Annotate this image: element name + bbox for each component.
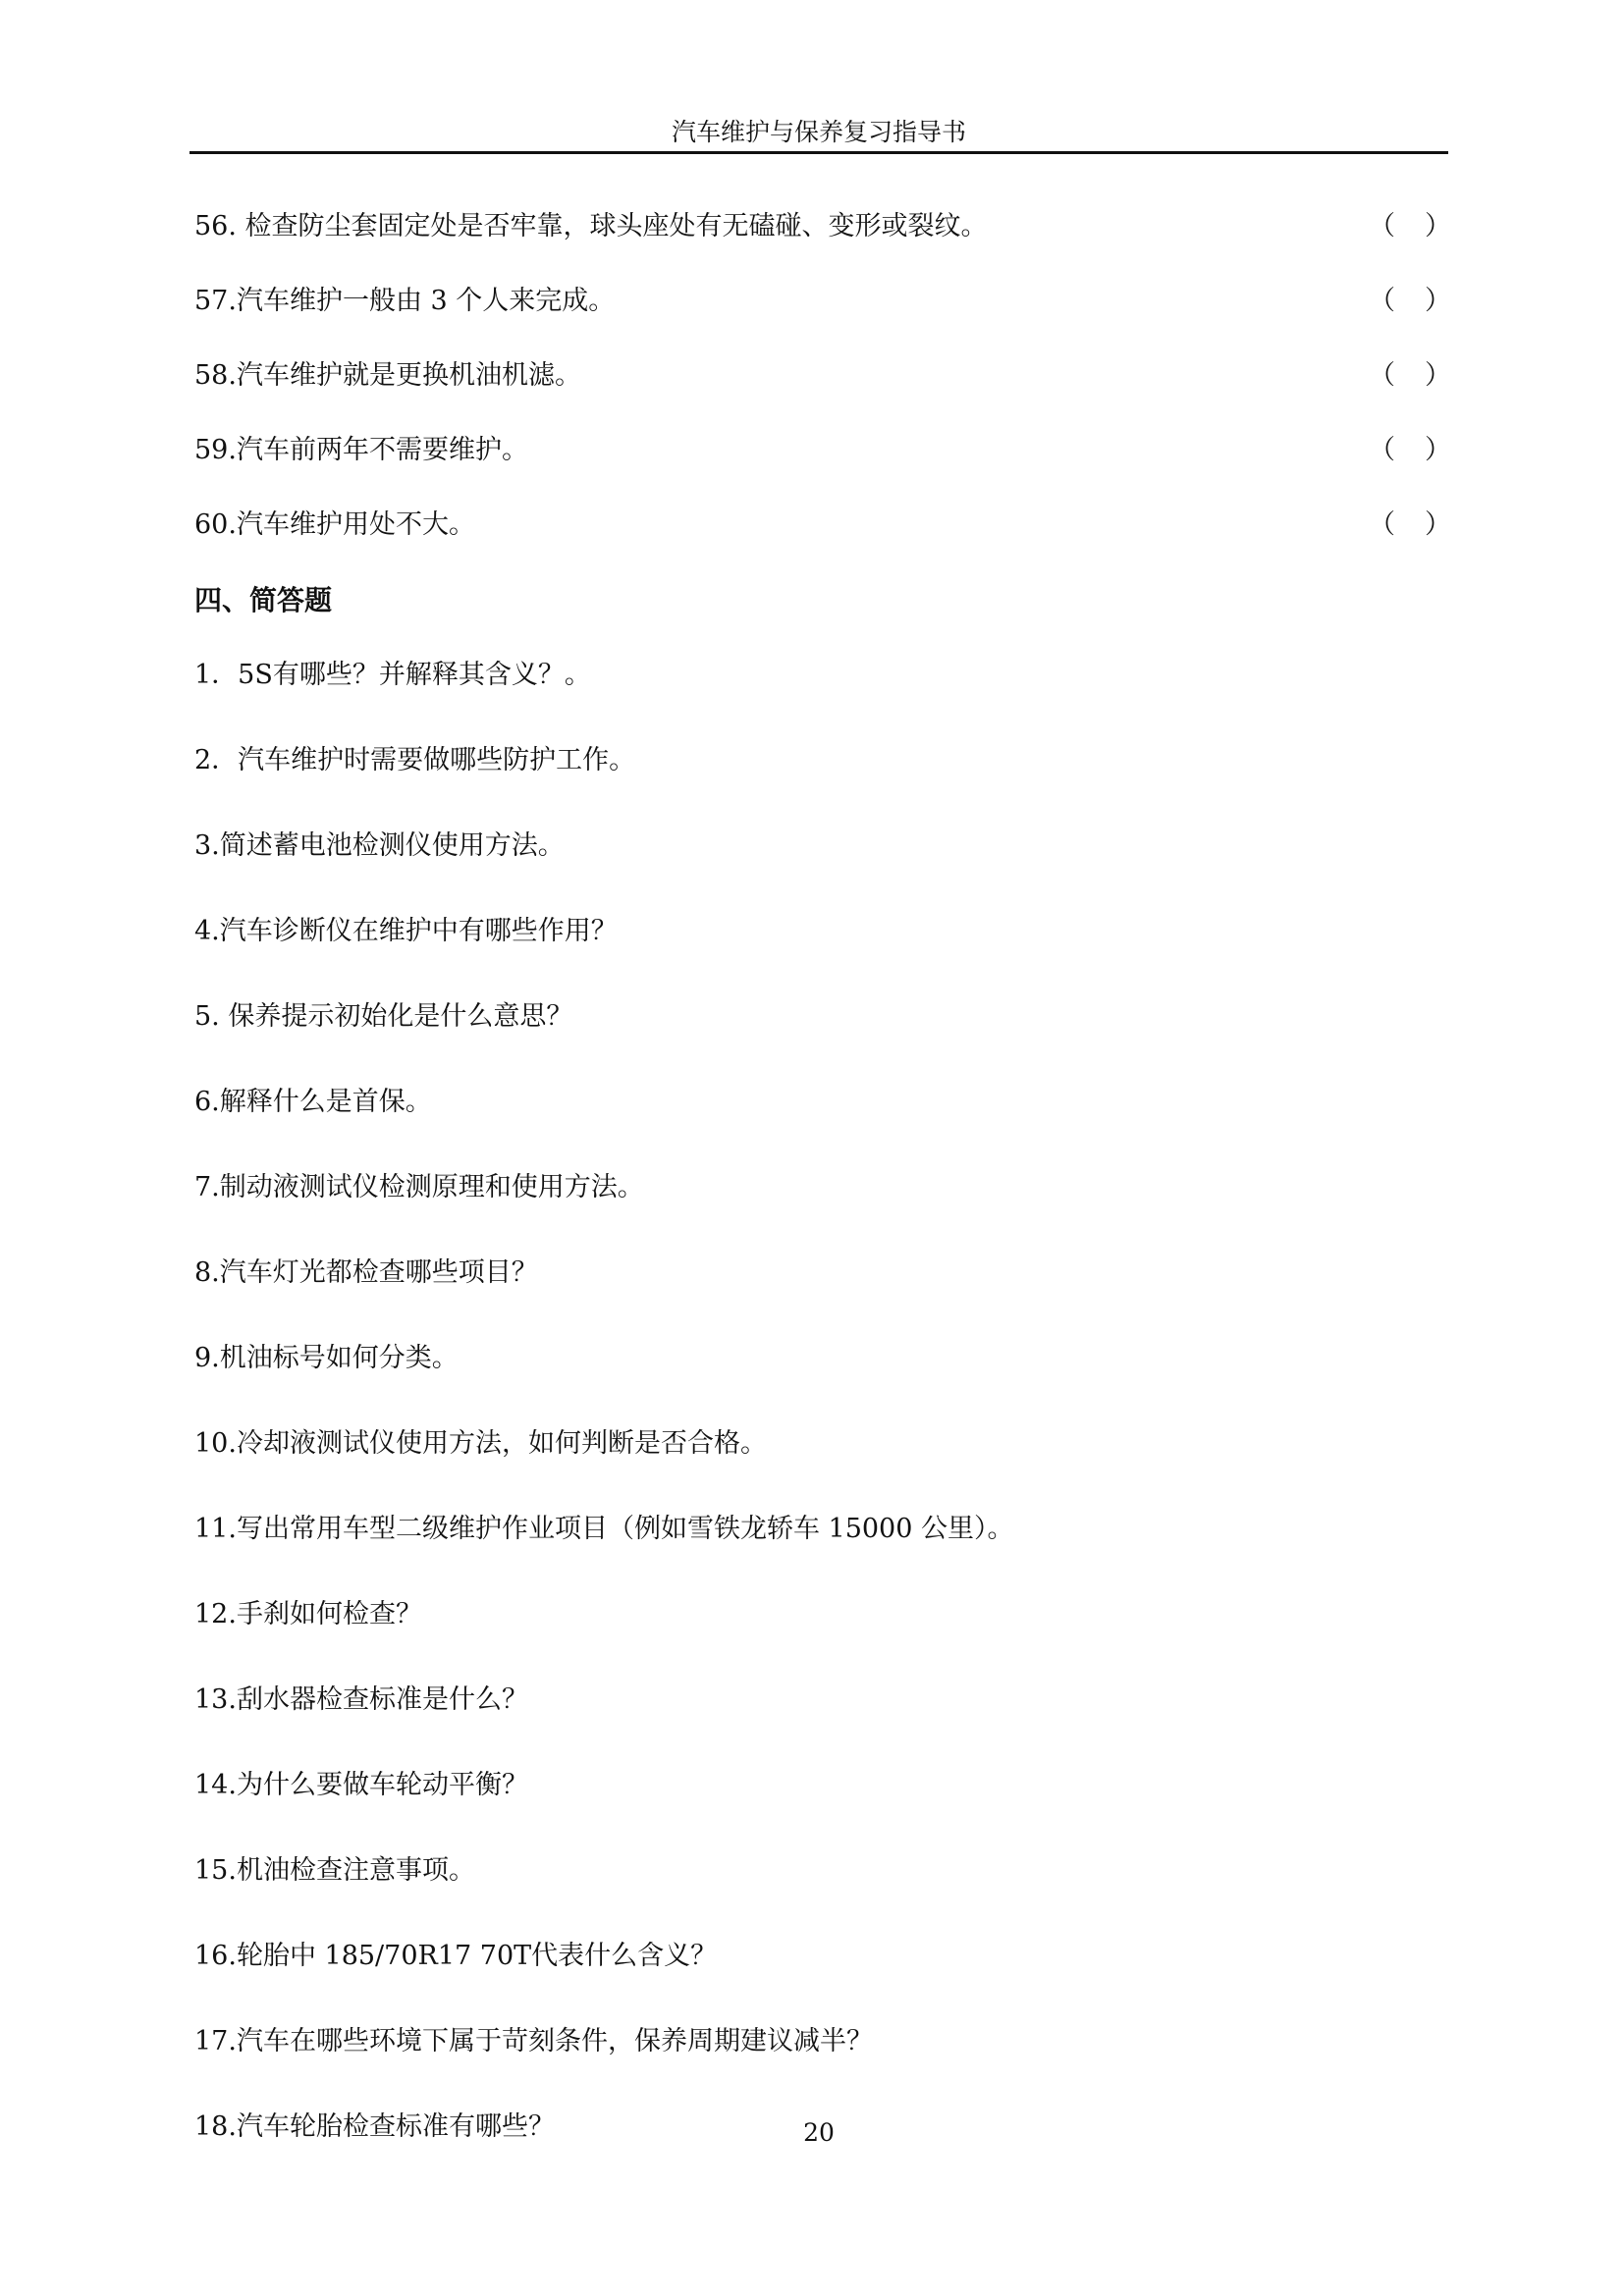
true-false-item bbox=[194, 282, 1451, 356]
short-answer-item: 6.解释什么是首保。 bbox=[194, 1087, 432, 1117]
page-number: 20 bbox=[803, 2118, 835, 2147]
header-divider bbox=[189, 151, 1448, 154]
section-heading: 四、简答题 bbox=[194, 584, 333, 616]
short-answer-item: 16.轮胎中 185/70R17 70T代表什么含义？ bbox=[194, 1941, 718, 1971]
short-answer-item: 14.为什么要做车轮动平衡？ bbox=[194, 1770, 528, 1800]
short-answer-item: 15.机油检查注意事项。 bbox=[194, 1855, 475, 1886]
answer-blank bbox=[1369, 431, 1451, 470]
short-answer-item: 5. 保养提示初始化是什么意思？ bbox=[194, 1001, 573, 1032]
short-answer-item: 1．5S有哪些？并解释其含义？。 bbox=[194, 660, 591, 690]
short-answer-item: 9.机油标号如何分类。 bbox=[194, 1343, 459, 1373]
true-false-item bbox=[194, 506, 1451, 580]
short-answer-item: 7.制动液测试仪检测原理和使用方法。 bbox=[194, 1172, 644, 1202]
short-answer-item: 2．汽车维护时需要做哪些防护工作。 bbox=[194, 745, 636, 775]
true-false-item bbox=[194, 431, 1451, 506]
paren-close: ） bbox=[1425, 435, 1451, 465]
short-answer-item: 12.手刹如何检查？ bbox=[194, 1599, 422, 1629]
paren-close: ） bbox=[1425, 211, 1451, 241]
short-answer-item: 17.汽车在哪些环境下属于苛刻条件，保养周期建议减半？ bbox=[194, 2026, 873, 2056]
short-answer-item: 8.汽车灯光都检查哪些项目？ bbox=[194, 1257, 538, 1288]
short-answer-list bbox=[194, 656, 1451, 2193]
answer-blank bbox=[1369, 506, 1451, 545]
short-answer-item: 11.写出常用车型二级维护作业项目（例如雪铁龙轿车 15000 公里）。 bbox=[194, 1514, 1014, 1544]
true-false-list bbox=[194, 207, 1451, 580]
short-answer-item: 10.冷却液测试仪使用方法，如何判断是否合格。 bbox=[194, 1428, 767, 1459]
paren-open: （ bbox=[1369, 286, 1395, 316]
true-false-item bbox=[194, 356, 1451, 431]
paren-open: （ bbox=[1369, 211, 1395, 241]
question-text: 59.汽车前两年不需要维护。 bbox=[194, 435, 528, 465]
short-answer-item: 4.汽车诊断仪在维护中有哪些作用？ bbox=[194, 916, 618, 946]
question-text: 58.汽车维护就是更换机油机滤。 bbox=[194, 360, 581, 391]
question-text: 60.汽车维护用处不大。 bbox=[194, 509, 475, 540]
question-text: 57.汽车维护一般由 3 个人来完成。 bbox=[194, 286, 616, 316]
paren-open: （ bbox=[1369, 435, 1395, 465]
answer-blank bbox=[1369, 356, 1451, 396]
short-answer-item: 18.汽车轮胎检查标准有哪些？ bbox=[194, 2111, 555, 2142]
paren-open: （ bbox=[1369, 360, 1395, 391]
question-text: 56. 检查防尘套固定处是否牢靠，球头座处有无磕碰、变形或裂纹。 bbox=[194, 211, 988, 241]
paren-close: ） bbox=[1425, 286, 1451, 316]
answer-blank bbox=[1369, 207, 1451, 246]
page-header-title: 汽车维护与保养复习指导书 bbox=[671, 118, 966, 146]
true-false-item bbox=[194, 207, 1451, 282]
short-answer-item: 3.简述蓄电池检测仪使用方法。 bbox=[194, 830, 565, 861]
answer-blank bbox=[1369, 282, 1451, 321]
paren-close: ） bbox=[1425, 509, 1451, 540]
paren-close: ） bbox=[1425, 360, 1451, 391]
paren-open: （ bbox=[1369, 509, 1395, 540]
short-answer-item: 13.刮水器检查标准是什么？ bbox=[194, 1684, 528, 1715]
